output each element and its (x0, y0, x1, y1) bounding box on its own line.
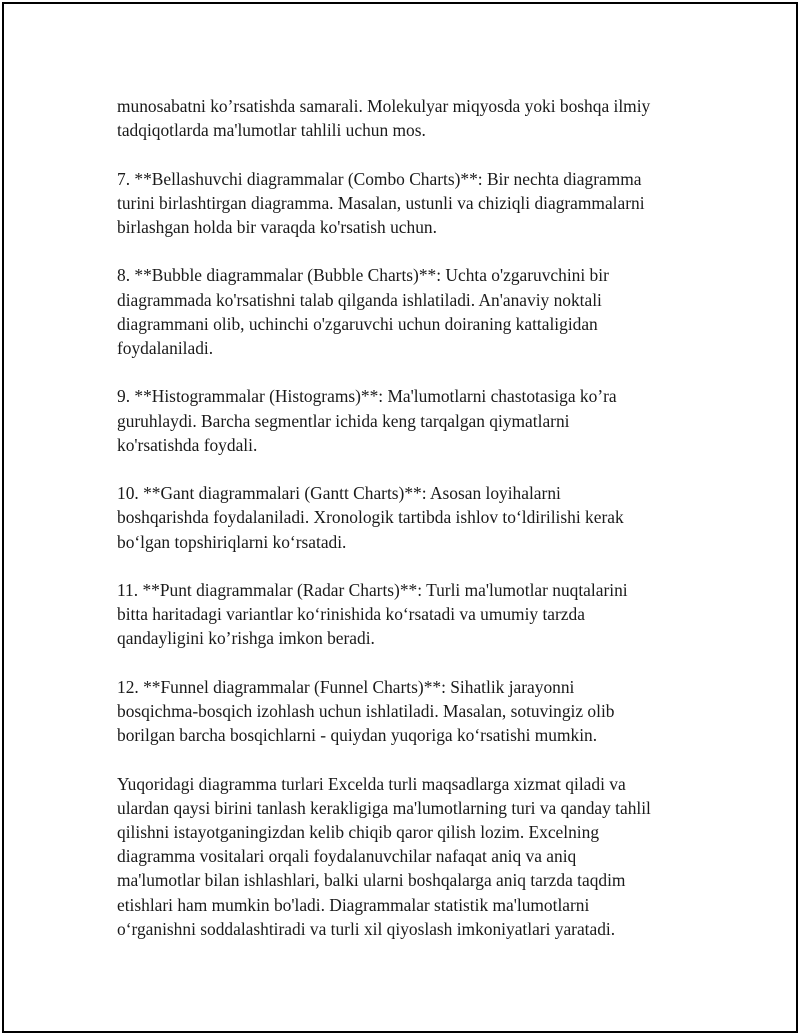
paragraph-radar-charts: 11. **Punt diagrammalar (Radar Charts)**: Turli ma'lumotlar nuqtalarini bitta haritadagi variantlar ko‘rinishida ko‘rsatadi va umumiy tarzda qandayligini ko’rishga imkon beradi. (117, 579, 628, 649)
paragraph-combo-charts: 7. **Bellashuvchi diagrammalar (Combo Charts)**: Bir nechta diagramma turini birlashtirgan diagramma. Masalan, ustunli va chiziqli diagrammalarni birlashgan holda bir varaqda ko'rsatish uchun. (117, 168, 645, 237)
paragraph-funnel-charts: 12. **Funnel diagrammalar (Funnel Charts)**: Sihatlik jarayonni bosqichma-bosqich izohlash uchun ishlatiladi. Masalan, sotuvingiz olib borilgan barcha bosqichlarni - quiydan yuqoriga ko‘rsatishi mumkin. (117, 676, 615, 746)
paragraph-conclusion: Yuqoridagi diagramma turlari Excelda turli maqsadlarga xizmat qiladi va ulardan qaysi birini tanlash kerakligiga ma'lumotlarning turi va qanday tahlil qilishni istayotganingizdan kelib chiqib qaror qilish lozim. Excelning diagramma vositalari orqali foydalanuvchilar nafaqat aniq va aniq ma'lumotlar bilan ishlashlari, balki ularni boshqalarga aniq tarzda taqdim etishlari ham mumkin bo'ladi. Diagrammalar statistik ma'lumotlarni o‘rganishni soddalashtiradi va turli xil qiyoslash imkoniyatlari yaratadi. (117, 773, 651, 939)
paragraph-histograms: 9. **Histogrammalar (Histograms)**: Ma'lumotlarni chastotasiga ko’ra guruhlaydi. Barcha segmentlar ichida keng tarqalgan qiymatlarni ko'rsatishda foydali. (117, 386, 617, 455)
paragraph-bubble-charts: 8. **Bubble diagrammalar (Bubble Charts)**: Uchta o'zgaruvchini bir diagrammada ko'rsatishni talab qilganda ishlatiladi. An'anaviy noktali diagrammani olib, uchinchi o'zgaruvchi uchun doiraning kattaligidan foydalaniladi. (117, 265, 609, 358)
document-body (117, 94, 717, 941)
paragraph-scatter-continuation: munosabatni ko’rsatishda samarali. Molekulyar miqyosda yoki boshqa ilmiy tadqiqotlarda ma'lumotlar tahlili uchun mos. (117, 96, 651, 141)
paragraph-gantt-charts: 10. **Gant diagrammalari (Gantt Charts)**: Asosan loyihalarni boshqarishda foydalaniladi. Xronologik tartibda ishlov to‘ldirilishi kerak bo‘lgan topshiriqlarni ko‘rsatadi. (117, 483, 624, 552)
